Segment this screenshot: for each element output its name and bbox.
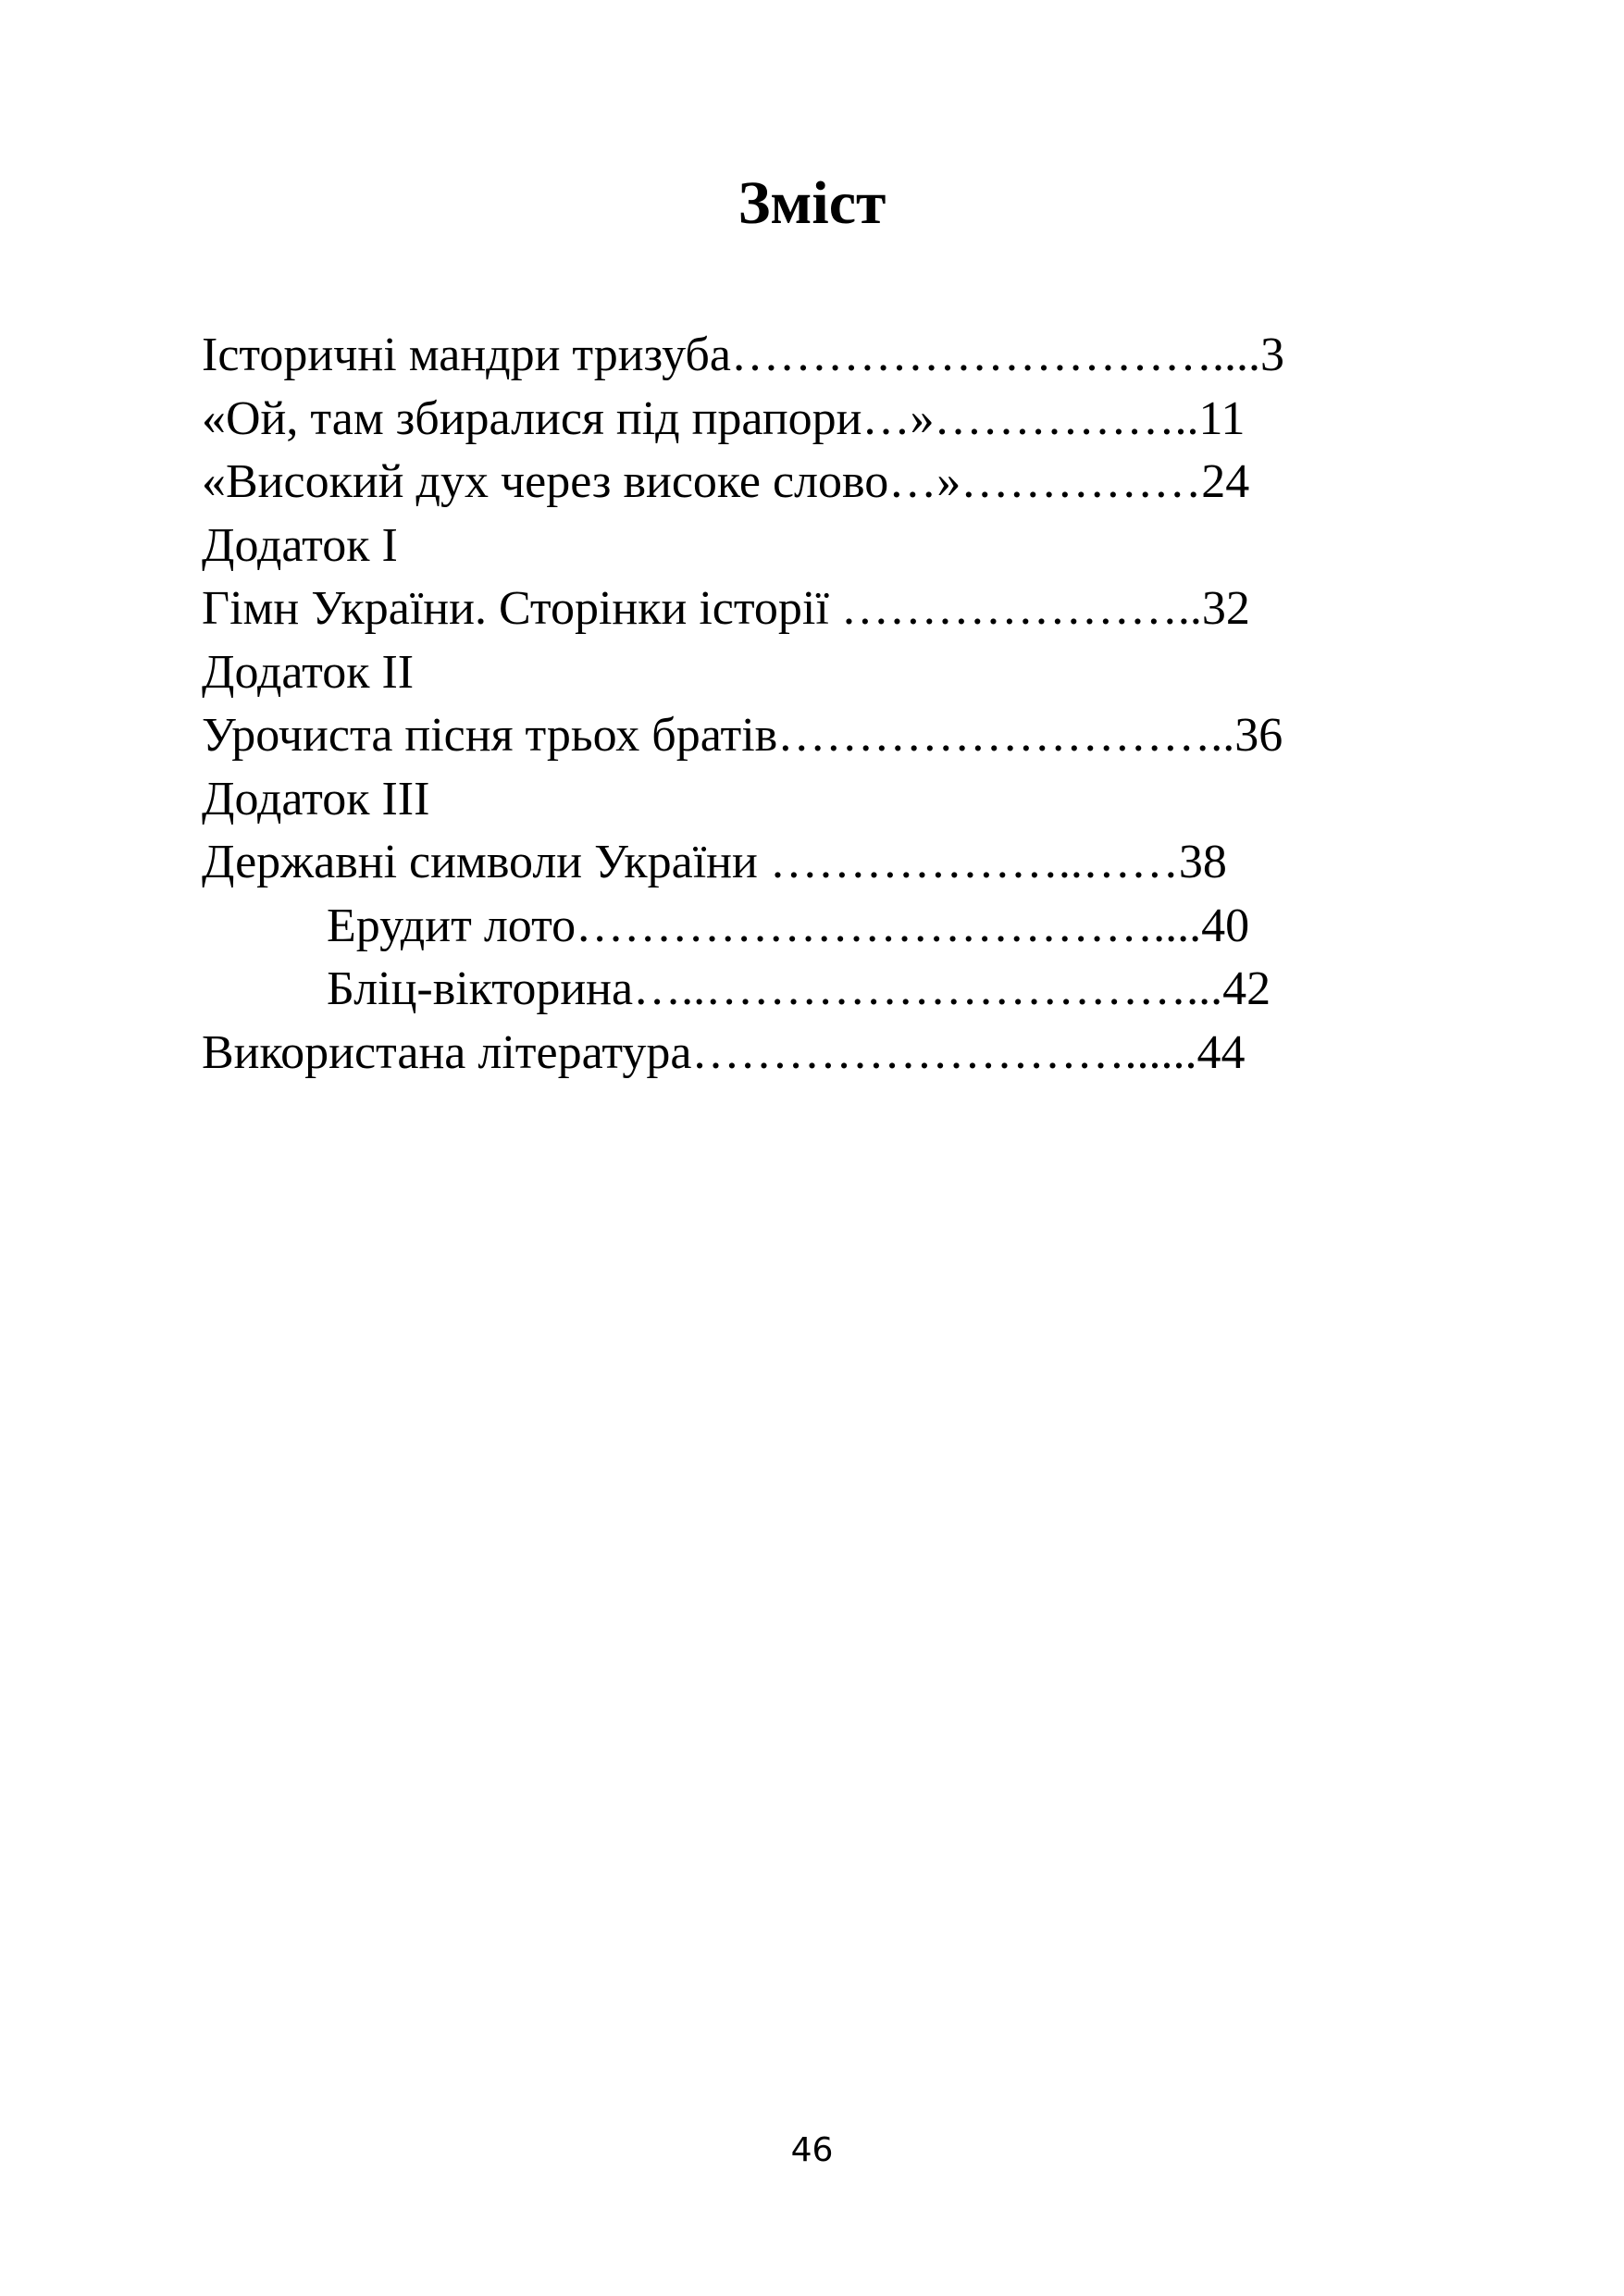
toc-section-heading [202, 641, 1405, 705]
toc-entry-leader: ………………….. [828, 582, 1202, 635]
toc-entry [202, 1022, 1405, 1086]
toc-entry-title: Додаток III [202, 772, 430, 825]
toc-entry-title: Ерудит лото [327, 899, 576, 952]
toc-entry-title: Гімн України. Сторінки історії [202, 582, 829, 635]
toc-entry-page: 36 [1234, 709, 1283, 762]
toc-entry-title: Історичні мандри тризуба [202, 329, 731, 381]
toc-entry-leader: …………….. [934, 391, 1199, 445]
toc-entry-leader: ………………..…… [757, 836, 1179, 888]
toc-entry [202, 704, 1405, 768]
toc-entry-page: 24 [1201, 455, 1250, 508]
toc-entry-leader: ……………………………….... [576, 899, 1202, 952]
toc-entry-title: Додаток I [202, 518, 398, 572]
toc-entry-page: 44 [1196, 1025, 1246, 1079]
toc-entry-page: 42 [1222, 962, 1271, 1015]
toc-entry [202, 831, 1405, 895]
page-title: Зміст [738, 169, 886, 237]
toc-section-heading [202, 515, 1405, 578]
table-of-contents [202, 324, 1405, 1085]
toc-entry-page: 3 [1259, 329, 1284, 381]
toc-entry-leader: ………………………...... [691, 1025, 1197, 1079]
toc-entry-title: Бліц-вікторина [327, 962, 634, 1015]
page-number: 46 [790, 2131, 834, 2169]
toc-entry-leader: ………………………….... [730, 329, 1260, 381]
toc-entry-title: Урочиста пісня трьох братів [202, 709, 778, 762]
toc-entry-title: Використана література [202, 1025, 692, 1079]
toc-entry-leader: ……………………….. [777, 709, 1235, 762]
toc-entry-page: 38 [1178, 836, 1227, 888]
toc-entry [202, 324, 1405, 388]
toc-entry-leader: …..…………………………... [633, 962, 1223, 1015]
toc-subentry [202, 895, 1405, 959]
toc-entry-page: 11 [1198, 391, 1246, 445]
toc-entry-page: 40 [1201, 899, 1250, 952]
toc-entry [202, 577, 1405, 641]
toc-entry-page: 32 [1201, 582, 1250, 635]
toc-entry-title: «Високий дух через високе слово…» [202, 455, 961, 508]
toc-subentry [202, 958, 1405, 1022]
toc-entry-title: «Ой, там збиралися під прапори…» [202, 391, 935, 445]
toc-entry-title: Додаток II [202, 645, 415, 699]
toc-entry-title: Державні символи України [202, 836, 758, 888]
toc-entry [202, 388, 1405, 452]
toc-section-heading [202, 768, 1405, 832]
toc-entry [202, 451, 1405, 515]
toc-entry-leader: …………… [961, 455, 1202, 508]
